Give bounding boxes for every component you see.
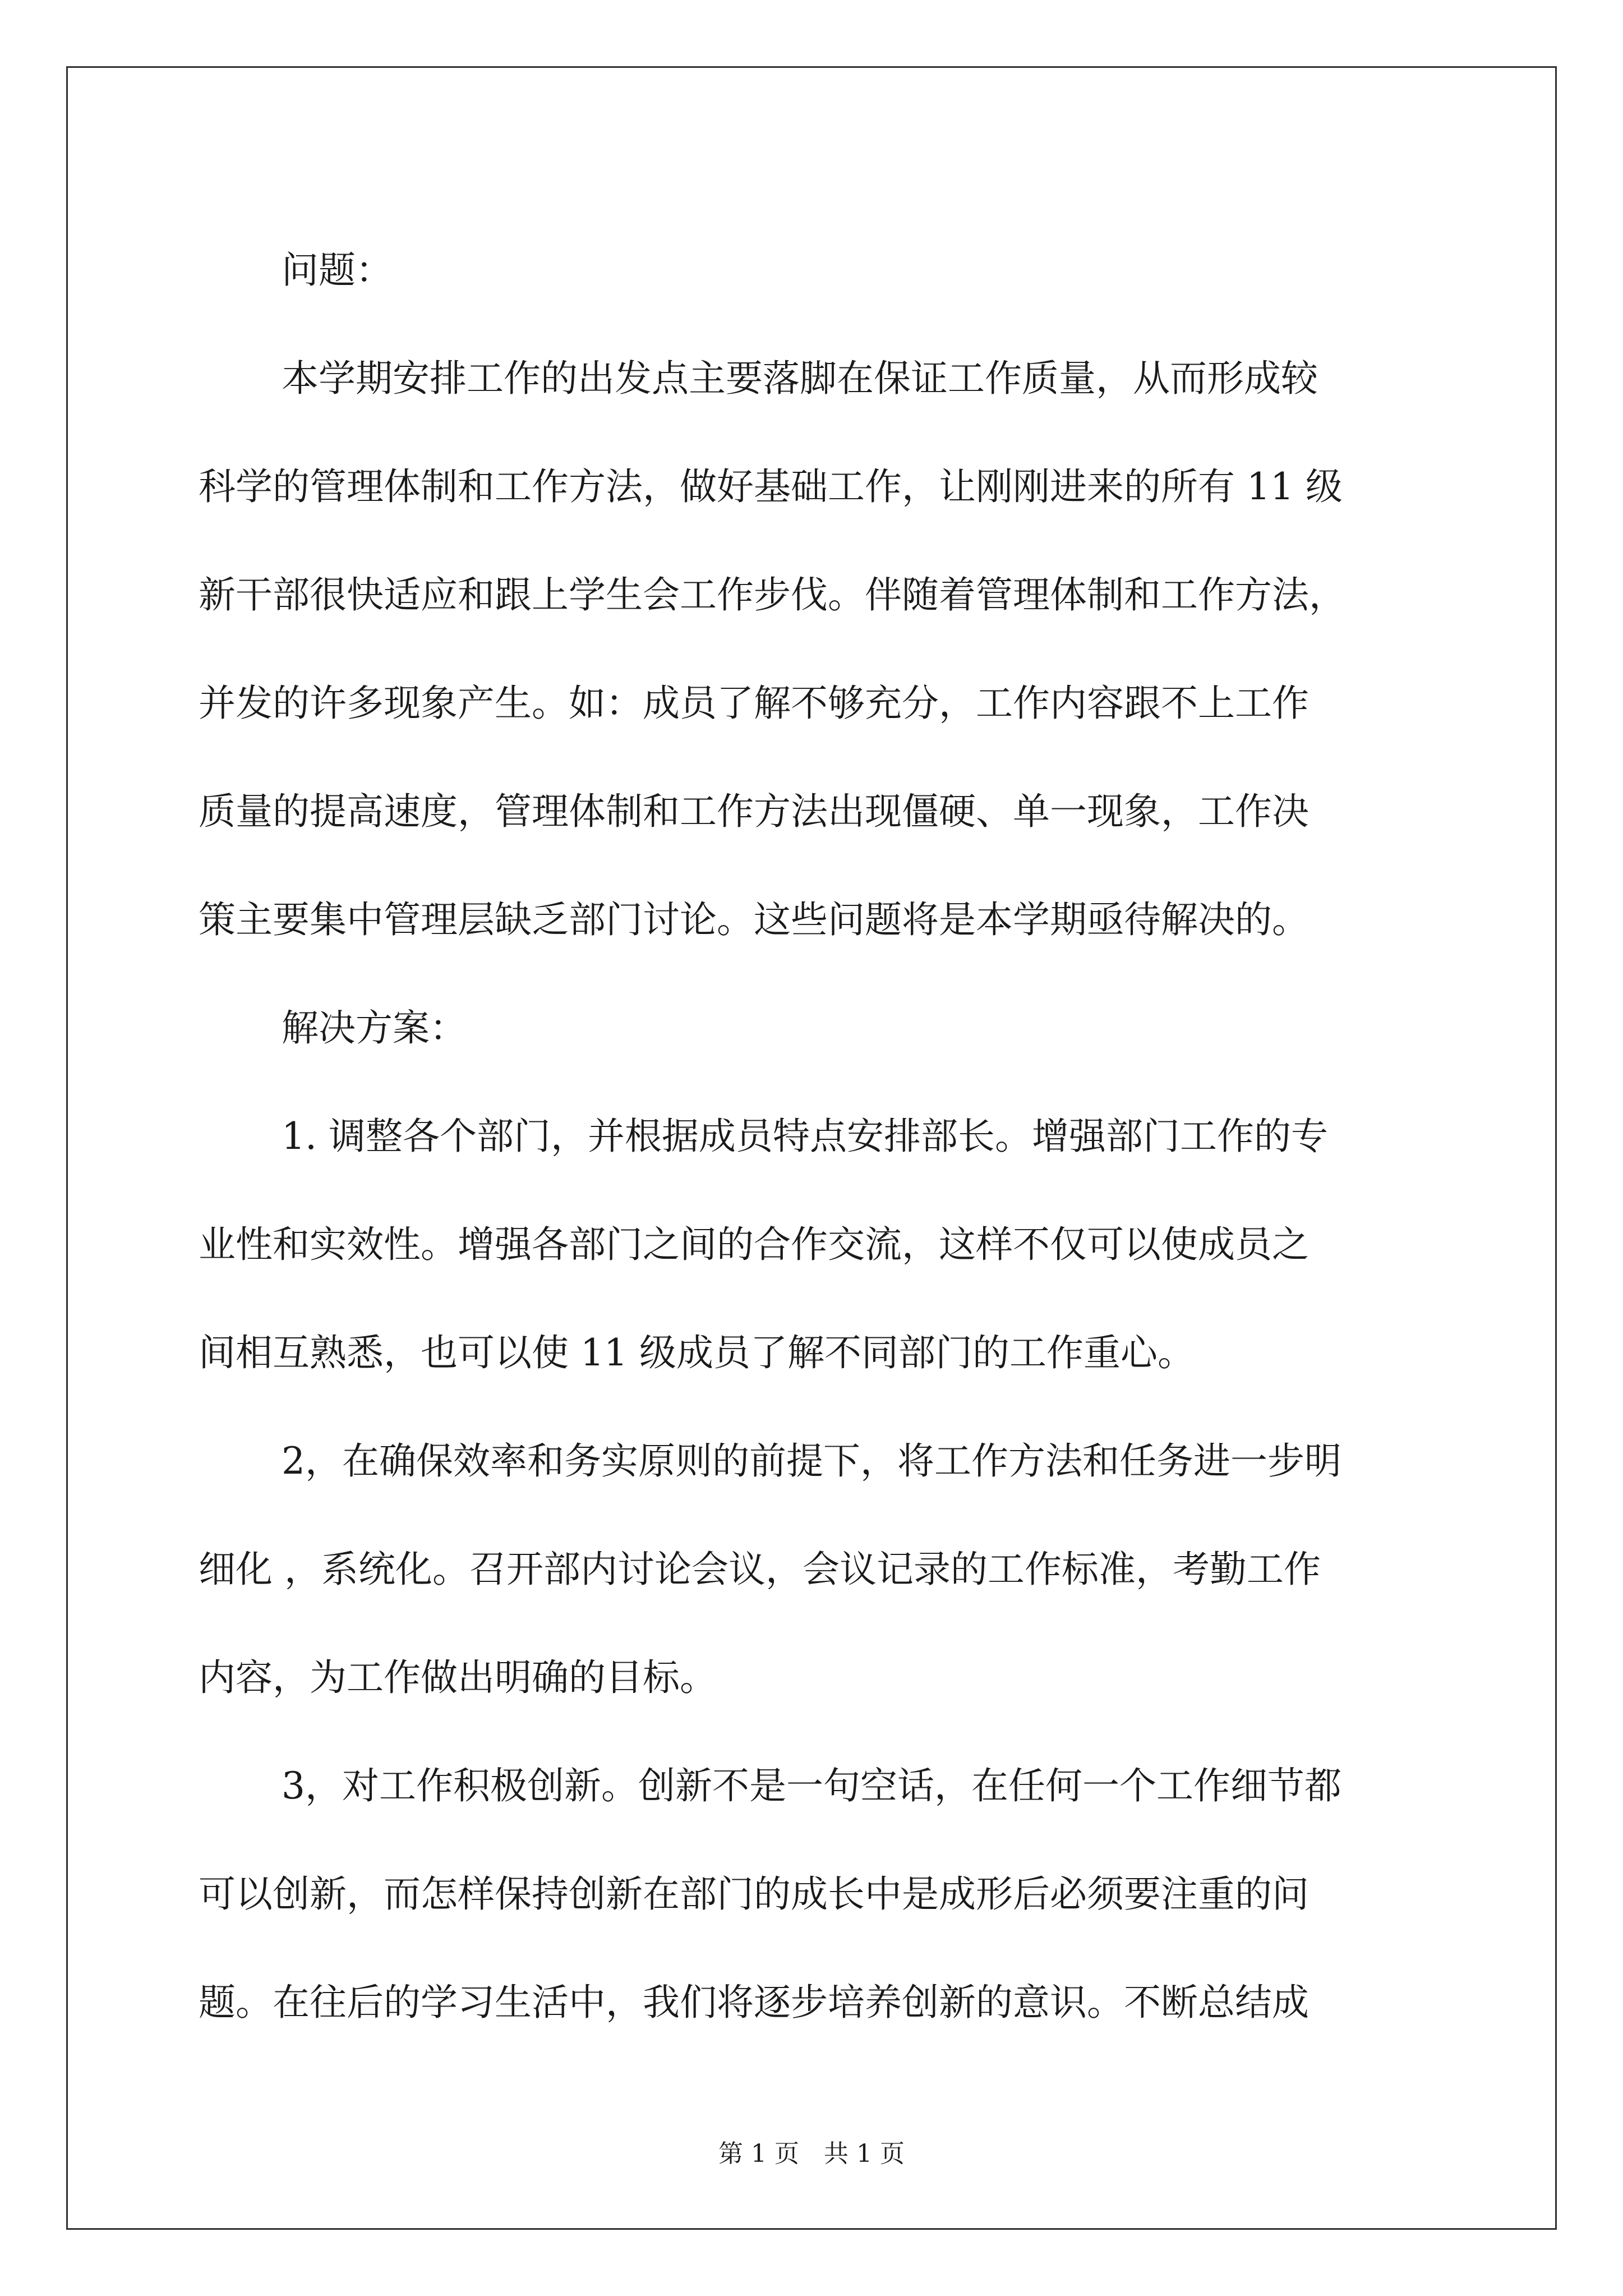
page-footer [0,2137,1623,2171]
paragraph-line: 并发的许多现象产生。如：成员了解不够充分，工作内容跟不上工作 [199,682,1309,725]
list-item-3-line: 3，对工作积极创新。创新不是一句空话，在任何一个工作细节都 [282,1764,1341,1807]
list-item-2-line: 内容，为工作做出明确的目标。 [199,1656,717,1699]
heading-problem: 问题： [282,249,393,292]
paragraph-line: 策主要集中管理层缺乏部门讨论。这些问题将是本学期亟待解决的。 [199,898,1309,941]
paragraph-line: 质量的提高速度，管理体制和工作方法出现僵硬、单一现象，工作决 [199,790,1309,833]
list-item-2-line: 细化 ，系统化。召开部内讨论会议，会议记录的工作标准，考勤工作 [199,1548,1321,1591]
paragraph-line: 新干部很快适应和跟上学生会工作步伐。伴随着管理体制和工作方法， [199,573,1346,616]
page-number: 第 1 页 共 1 页 [718,2139,905,2168]
list-item-3-line: 题。在往后的学习生活中，我们将逐步培养创新的意识。不断总结成 [199,1981,1309,2024]
list-item-1-line: 1. 调整各个部门，并根据成员特点安排部长。增强部门工作的专 [282,1115,1328,1158]
list-item-3-line: 可以创新，而怎样保持创新在部门的成长中是成形后必须要注重的问 [199,1872,1309,1916]
document-body [199,216,1432,2056]
heading-solution: 解决方案： [282,1006,467,1050]
paragraph-line: 科学的管理体制和工作方法，做好基础工作，让刚刚进来的所有 11 级 [199,465,1343,508]
paragraph-line: 本学期安排工作的出发点主要落脚在保证工作质量，从而形成较 [282,357,1318,400]
list-item-1-line: 间相互熟悉，也可以使 11 级成员了解不同部门的工作重心。 [199,1331,1195,1374]
list-item-2-line: 2，在确保效率和务实原则的前提下，将工作方法和任务进一步明 [282,1439,1341,1483]
list-item-1-line: 业性和实效性。增强各部门之间的合作交流，这样不仅可以使成员之 [199,1223,1309,1266]
